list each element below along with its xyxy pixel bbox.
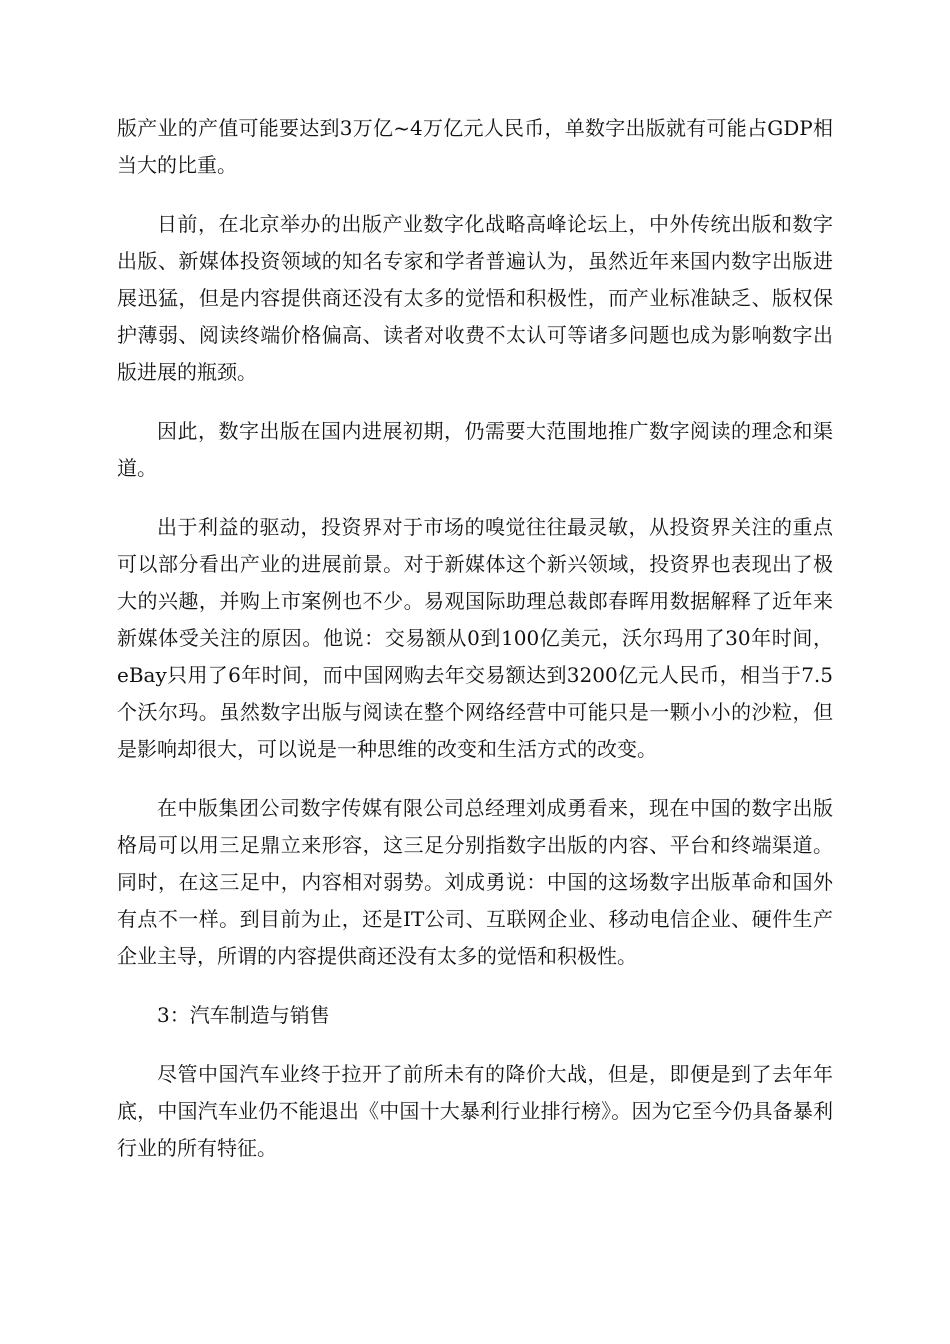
paragraph-1: 版产业的产值可能要达到3万亿~4万亿元人民币，单数字出版就有可能占GDP相当大的比重。 <box>117 116 833 177</box>
document-body <box>117 110 833 1189</box>
paragraph-6: 尽管中国汽车业终于拉开了前所未有的降价大战，但是，即便是到了去年年底，中国汽车业仍不能退出《中国十大暴利行业排行榜》。因为它至今仍具备暴利行业的所有特征。 <box>117 1062 833 1160</box>
paragraph-3: 因此，数字出版在国内进展初期，仍需要大范围地推广数字阅读的理念和渠道。 <box>117 419 833 480</box>
paragraph-5: 在中版集团公司数字传媒有限公司总经理刘成勇看来，现在中国的数字出版格局可以用三足鼎立来形容，这三足分别指数字出版的内容、平台和终端渠道。同时，在这三足中，内容相对弱势。刘成勇说：中国的这场数字出版革命和国外有点不一样。到目前为止，还是IT公司、互联网企业、移动电信企业、硬件生产企业主导，所谓的内容提供商还没有太多的觉悟和积极性。 <box>117 796 833 968</box>
section-heading: 3：汽车制造与销售 <box>157 1003 330 1027</box>
paragraph-2: 日前，在北京举办的出版产业数字化战略高峰论坛上，中外传统出版和数字出版、新媒体投资领域的知名专家和学者普遍认为，虽然近年来国内数字出版进展迅猛，但是内容提供商还没有太多的觉悟和积极性，而产业标准缺乏、版权保护薄弱、阅读终端价格偏高、读者对收费不太认可等诸多问题也成为影响数字出版进展的瓶颈。 <box>117 212 833 384</box>
paragraph-4: 出于利益的驱动，投资界对于市场的嗅觉往往最灵敏，从投资界关注的重点可以部分看出产业的进展前景。对于新媒体这个新兴领域，投资界也表现出了极大的兴趣，并购上市案例也不少。易观国际助理总裁郎春晖用数据解释了近年来新媒体受关注的原因。他说：交易额从0到100亿美元，沃尔玛用了30年时间，eBay只用了6年时间，而中国网购去年交易额达到3200亿元人民币，相当于7.5个沃尔玛。虽然数字出版与阅读在整个网络经营中可能只是一颗小小的沙粒，但是影响却很大，可以说是一种思维的改变和生活方式的改变。 <box>117 515 833 761</box>
